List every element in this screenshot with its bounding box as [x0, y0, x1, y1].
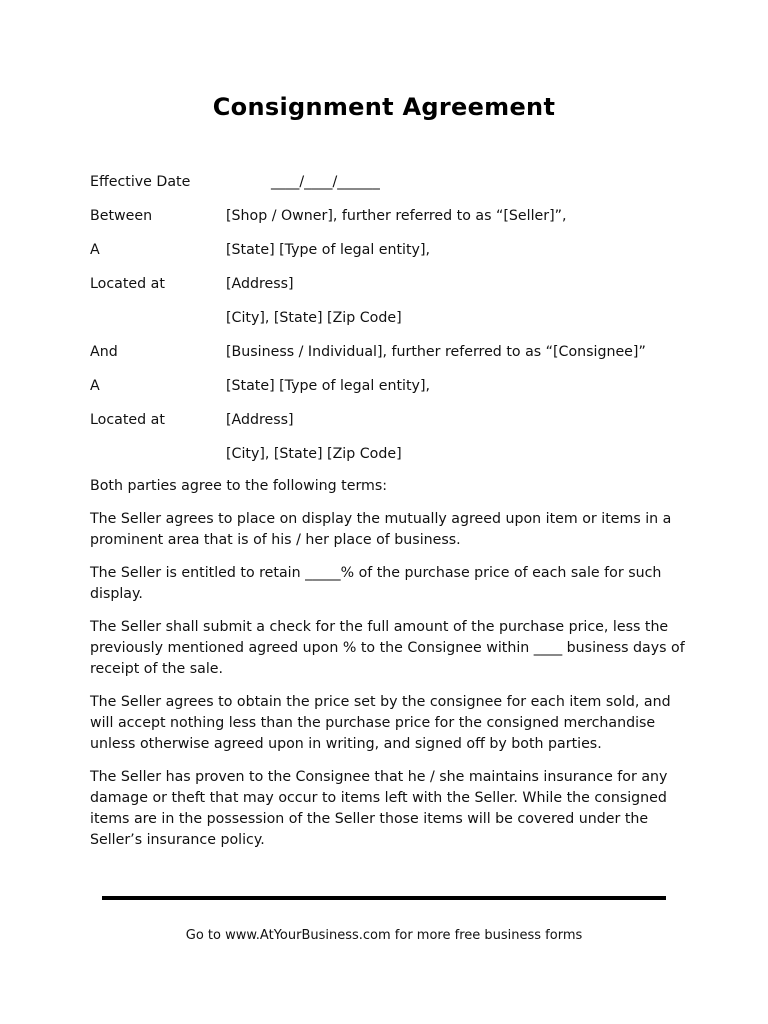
term-paragraph: The Seller is entitled to retain _____% of the purchase price of each sale for such display. [90, 565, 662, 602]
field-value: [Address] [226, 276, 294, 292]
field-value: [State] [Type of legal entity], [226, 378, 430, 394]
field-value: [City], [State] [Zip Code] [226, 310, 402, 326]
footer-note: Go to www.AtYourBusiness.com for more free business forms [185, 928, 583, 943]
field-value: [Business / Individual], further referred to as “[Consignee]” [226, 344, 646, 360]
field-row-and [90, 342, 690, 376]
effective-date-blank: ____/____/______ [271, 174, 380, 190]
field-row-consignee-address [90, 410, 690, 444]
party-details [90, 172, 690, 478]
field-label: Effective Date [90, 174, 191, 190]
term-paragraph: The Seller agrees to obtain the price set by the consignee for each item sold, and will accept nothing less than the purchase price for the consigned merchandise unless otherwise agreed upon in writing, and signed off by both parties. [90, 694, 671, 752]
footer-divider [102, 896, 666, 900]
field-row-seller-city [90, 308, 690, 342]
field-label: And [90, 344, 118, 360]
term-paragraph: The Seller has proven to the Consignee that he / she maintains insurance for any damage or theft that may occur to items left with the Seller. While the consigned items are in the possession of the Seller those items will be covered under the Seller’s insurance policy. [90, 769, 668, 848]
document-title: Consignment Agreement [212, 93, 556, 121]
field-label: Located at [90, 412, 165, 428]
terms-intro: Both parties agree to the following terms: [90, 478, 388, 494]
field-row-consignee-entity [90, 376, 690, 410]
agreement-terms [90, 476, 690, 863]
field-row-effective-date [90, 172, 690, 206]
field-value: [State] [Type of legal entity], [226, 242, 430, 258]
term-paragraph: The Seller shall submit a check for the full amount of the purchase price, less the previously mentioned agreed upon % to the Consignee within ____ business days of receipt of the sale. [90, 619, 685, 677]
term-paragraph: The Seller agrees to place on display the mutually agreed upon item or items in a prominent area that is of his / her place of business. [90, 511, 672, 548]
field-value: [Shop / Owner], further referred to as “[Seller]”, [226, 208, 567, 224]
field-label: A [90, 242, 100, 258]
field-value: [Address] [226, 412, 294, 428]
field-row-consignee-city [90, 444, 690, 478]
field-label: Between [90, 208, 153, 224]
field-label: Located at [90, 276, 165, 292]
field-row-seller-address [90, 274, 690, 308]
field-row-seller-entity [90, 240, 690, 274]
field-value: [City], [State] [Zip Code] [226, 446, 402, 462]
field-row-between [90, 206, 690, 240]
field-label: A [90, 378, 100, 394]
